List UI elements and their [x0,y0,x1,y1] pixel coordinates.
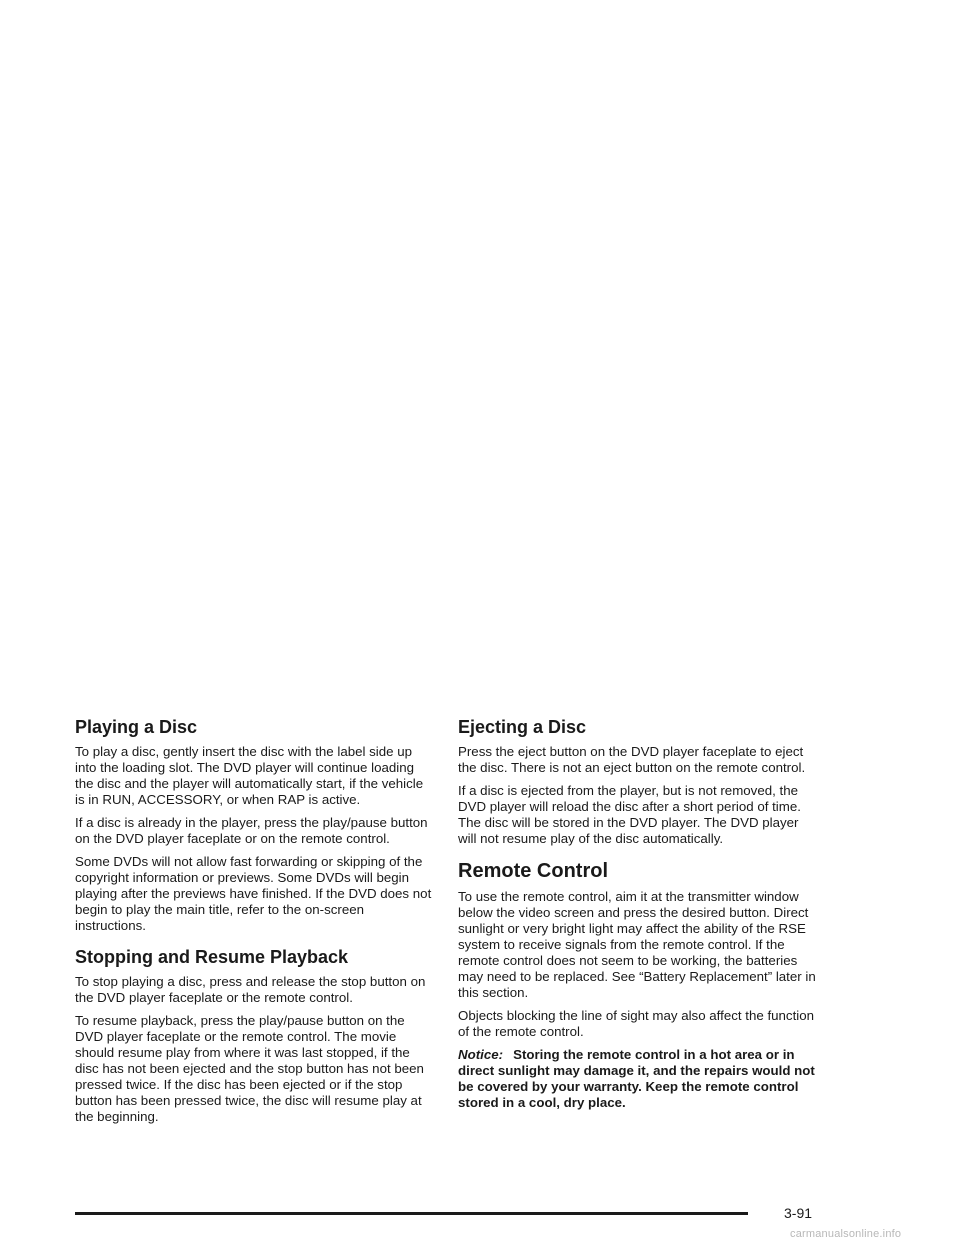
watermark: carmanualsonline.info [790,1228,902,1240]
page-number: 3-91 [784,1205,813,1221]
paragraph: To stop playing a disc, press and release the stop button on the DVD player faceplate or the remote control. [75,974,426,1005]
paragraph: Press the eject button on the DVD player faceplate to eject the disc. There is not an eject button on the remote control. [458,744,806,775]
paragraph: If a disc is ejected from the player, but is not removed, the DVD player will reload the disc after a short period of time. The disc will be stored in the DVD player. The DVD player will not resume play of the disc automatically. [458,783,801,846]
heading-stopping-and-resume-playback: Stopping and Resume Playback [75,947,349,967]
paragraph: To play a disc, gently insert the disc with the label side up into the loading slot. The DVD player will continue loading the disc and the player will automatically start, if the vehicle is in RUN, ACCESSORY, or when RAP is active. [75,744,424,807]
right-column [458,716,818,1118]
paragraph: Objects blocking the line of sight may also affect the function of the remote control. [458,1008,815,1039]
heading-ejecting-a-disc: Ejecting a Disc [458,717,587,737]
notice-paragraph [458,1047,818,1111]
notice-text: Storing the remote control in a hot area or in direct sunlight may damage it, and the repairs would not be covered by your warranty. Keep the remote control stored in a cool, dry place. [458,1047,815,1110]
heading-remote-control: Remote Control [458,860,608,882]
paragraph: Some DVDs will not allow fast forwarding or skipping of the copyright information or previews. Some DVDs will begin playing after the previews have finished. If the DVD does not begin to play the main title, refer to the on-screen instructions. [75,854,432,933]
paragraph: If a disc is already in the player, press the play/pause button on the DVD player faceplate or on the remote control. [75,815,428,846]
left-column [75,716,435,1132]
notice-label: Notice: [458,1047,504,1062]
paragraph: To resume playback, press the play/pause button on the DVD player faceplate or the remote control. The movie should resume play from where it was last stopped, if the disc has not been ejected and the stop button has not been pressed twice. If the disc has been ejected or if the stop button has been pressed twice, the disc will resume play at the beginning. [75,1013,424,1124]
footer-rule [75,1212,748,1215]
paragraph: To use the remote control, aim it at the transmitter window below the video screen and press the desired button. Direct sunlight or very bright light may affect the ability of the RSE system to receive signals from the remote control. If the remote control does not seem to be working, the batteries may need to be replaced. See “Battery Replacement” later in this section. [458,889,816,1000]
heading-playing-a-disc: Playing a Disc [75,717,198,737]
